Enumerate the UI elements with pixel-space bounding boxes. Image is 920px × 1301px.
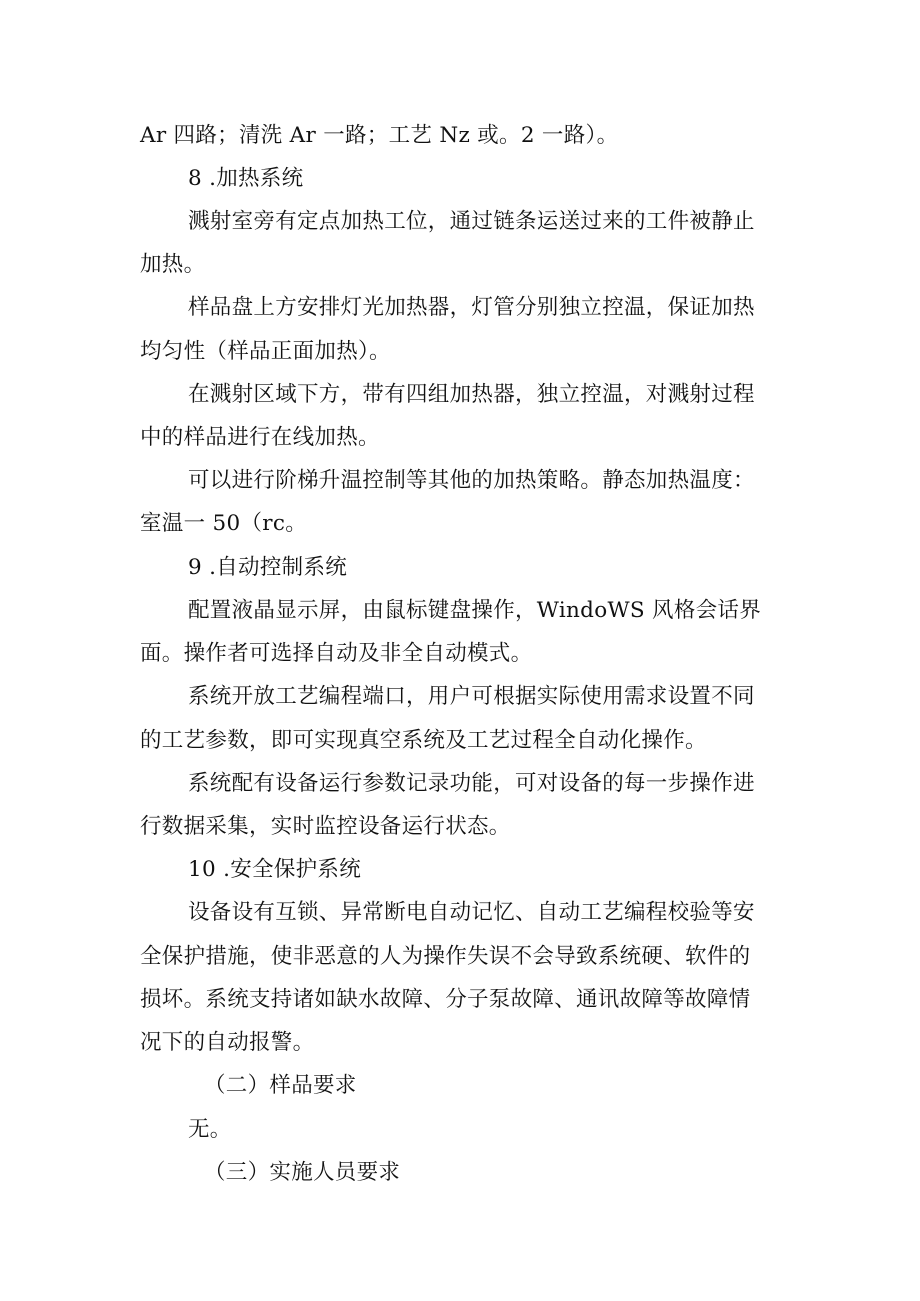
paragraph-line: 行数据采集，实时监控设备运行状态。 xyxy=(140,814,511,839)
paragraph-line: 溅射室旁有定点加热工位，通过链条运送过来的工件被静止 xyxy=(188,209,755,234)
paragraph-line: 系统开放工艺编程端口，用户可根据实际使用需求设置不同 xyxy=(188,684,755,709)
section-heading-safety: 10 .安全保护系统 xyxy=(188,857,362,882)
paragraph-line: 配置液晶显示屏，由鼠标键盘操作，WindoWS 风格会话界 xyxy=(188,598,762,623)
section-heading-personnel-requirements: （三）实施人员要求 xyxy=(204,1160,401,1185)
paragraph-line: 室温一 50（rc。 xyxy=(140,511,308,536)
paragraph-line: 加热。 xyxy=(140,252,206,277)
paragraph-line: 样品盘上方安排灯光加热器，灯管分别独立控温，保证加热 xyxy=(188,295,755,320)
paragraph-line: 全保护措施，使非恶意的人为操作失误不会导致系统硬、软件的 xyxy=(140,944,751,969)
paragraph-line: 在溅射区域下方，带有四组加热器，独立控温，对溅射过程 xyxy=(188,382,755,407)
paragraph-line: 系统配有设备运行参数记录功能，可对设备的每一步操作进 xyxy=(188,771,755,796)
paragraph-line: Ar 四路；清洗 Ar 一路；工艺 Nz 或。2 一路）。 xyxy=(140,123,619,148)
paragraph-line: 的工艺参数，即可实现真空系统及工艺过程全自动化操作。 xyxy=(140,728,707,753)
paragraph-line: 可以进行阶梯升温控制等其他的加热策略。静态加热温度： xyxy=(188,468,755,493)
paragraph-line: 损坏。系统支持诸如缺水故障、分子泵故障、通讯故障等故障情 xyxy=(140,987,751,1012)
section-heading-heating: 8 .加热系统 xyxy=(188,166,304,191)
section-heading-sample-requirements: （二）样品要求 xyxy=(204,1073,357,1098)
paragraph-line: 设备设有互锁、异常断电自动记忆、自动工艺编程校验等安 xyxy=(188,900,755,925)
paragraph-line: 均匀性（样品正面加热）。 xyxy=(140,339,391,364)
section-heading-auto-control: 9 .自动控制系统 xyxy=(188,555,348,580)
paragraph-line: 况下的自动报警。 xyxy=(140,1030,315,1055)
paragraph-line: 中的样品进行在线加热。 xyxy=(140,425,380,450)
paragraph-line: 面。操作者可选择自动及非全自动模式。 xyxy=(140,641,533,666)
paragraph-line: 无。 xyxy=(188,1117,232,1142)
